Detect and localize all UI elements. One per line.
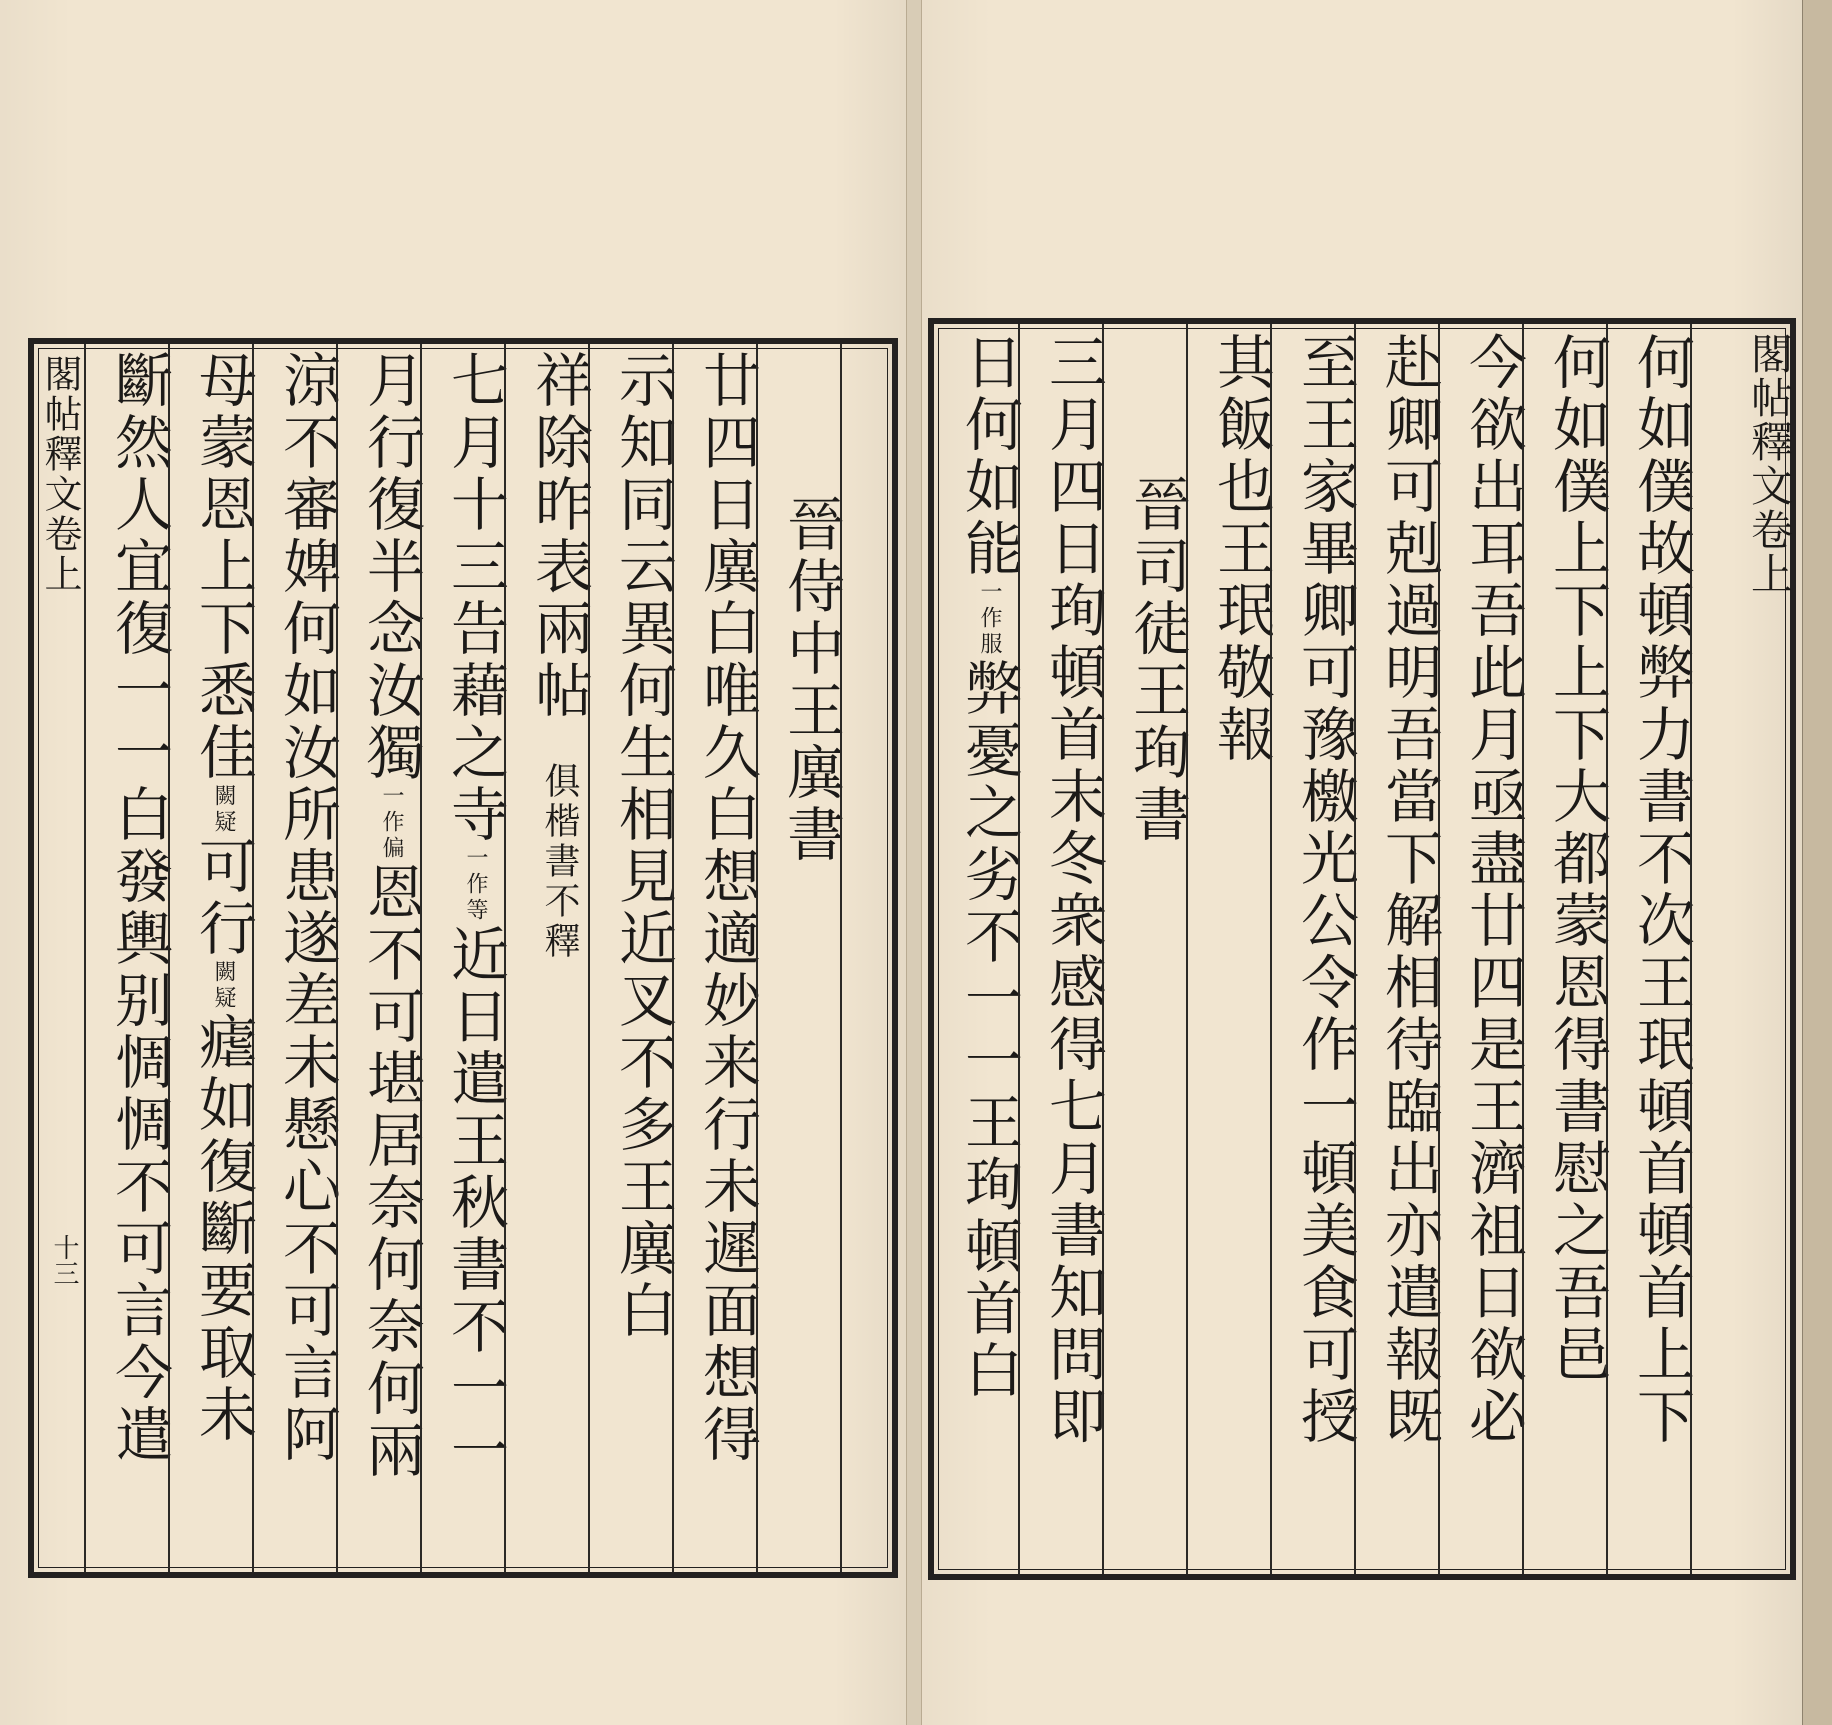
column-text: 斷然人宜復一一白發輿别惆惆不可言今遣 <box>105 350 173 1466</box>
column-text: 三月四日珣頓首末冬衆感得七月書知問即 <box>1039 332 1107 1448</box>
column-text: 至王家畢卿可豫檄光公令作一頓美食可授 <box>1291 332 1359 1448</box>
column-text: 祥除昨表兩帖 <box>525 350 593 722</box>
column-text: 涼不審婢何如汝所患遂差未懸心不可言阿 <box>273 350 341 1466</box>
column-text: 七月十三告藉之寺 <box>441 350 509 846</box>
right-text-frame <box>928 318 1796 1580</box>
text-column <box>168 344 257 1572</box>
text-column <box>336 344 425 1572</box>
text-column <box>1018 324 1107 1574</box>
column-text: 廿四日廙白唯久白想適妙来行未遲面想得 <box>693 350 761 1466</box>
text-column <box>84 344 173 1572</box>
text-column <box>504 344 593 1572</box>
page-number: 十三 <box>49 1234 79 1286</box>
heading-column <box>1102 324 1191 1574</box>
section-heading: 晉侍中王廙書 <box>777 494 845 866</box>
annotation-note: 闕疑 <box>211 960 236 1012</box>
margin-title-column <box>1690 324 1794 1574</box>
text-column <box>672 344 761 1572</box>
text-column <box>1522 324 1611 1574</box>
annotation-note: 俱楷書不釋 <box>539 762 580 962</box>
annotation-note: 一作偏 <box>379 784 404 862</box>
text-column <box>1354 324 1443 1574</box>
text-column <box>588 344 677 1572</box>
text-column <box>1270 324 1359 1574</box>
margin-title: 閣帖釋文卷上 <box>1745 332 1794 596</box>
margin-title: 閣帖釋文卷上 <box>38 354 82 594</box>
column-text: 弊憂之劣不一一王珣頓首白 <box>955 658 1023 1402</box>
column-text: 母蒙恩上下悉佳 <box>189 350 257 784</box>
text-column <box>1438 324 1527 1574</box>
section-heading: 晉司徒王珣書 <box>1123 474 1191 846</box>
text-column <box>1606 324 1695 1574</box>
column-text: 月行復半念汝獨 <box>357 350 425 784</box>
column-text: 示知同云異何生相見近叉不多王廙白 <box>609 350 677 1342</box>
column-text: 近日遣王秋書不一一 <box>441 924 509 1482</box>
column-text: 瘧如復斷要取未 <box>189 1012 257 1446</box>
left-text-frame <box>28 338 898 1578</box>
column-text: 赴卿可剋過明吾當下解相待臨出亦遣報既 <box>1375 332 1443 1448</box>
heading-column <box>756 344 845 1572</box>
text-column <box>252 344 341 1572</box>
column-text: 其飯也王珉敬報 <box>1207 332 1275 766</box>
column-text: 可行 <box>189 836 257 960</box>
annotation-note: 闕疑 <box>211 784 236 836</box>
book-edge <box>1802 0 1832 1725</box>
text-column <box>1186 324 1275 1574</box>
text-column <box>420 344 509 1572</box>
book-gutter <box>906 0 922 1725</box>
column-text: 何如僕故頓弊力書不次王珉頓首頓首上下 <box>1627 332 1695 1448</box>
column-text: 日何如能 <box>955 332 1023 580</box>
column-text: 何如僕上下上下大都蒙恩得書慰之吾邑 <box>1543 332 1611 1386</box>
text-column <box>934 324 1023 1574</box>
column-text: 今欲出耳吾此月亟盡廿四是王濟祖日欲必 <box>1459 332 1527 1448</box>
annotation-note: 一作等 <box>463 846 488 924</box>
blank-column <box>840 344 892 1572</box>
margin-title-column <box>34 344 82 1572</box>
annotation-note: 一作服 <box>977 580 1002 658</box>
column-text: 恩不可堪居奈何奈何兩 <box>357 862 425 1482</box>
